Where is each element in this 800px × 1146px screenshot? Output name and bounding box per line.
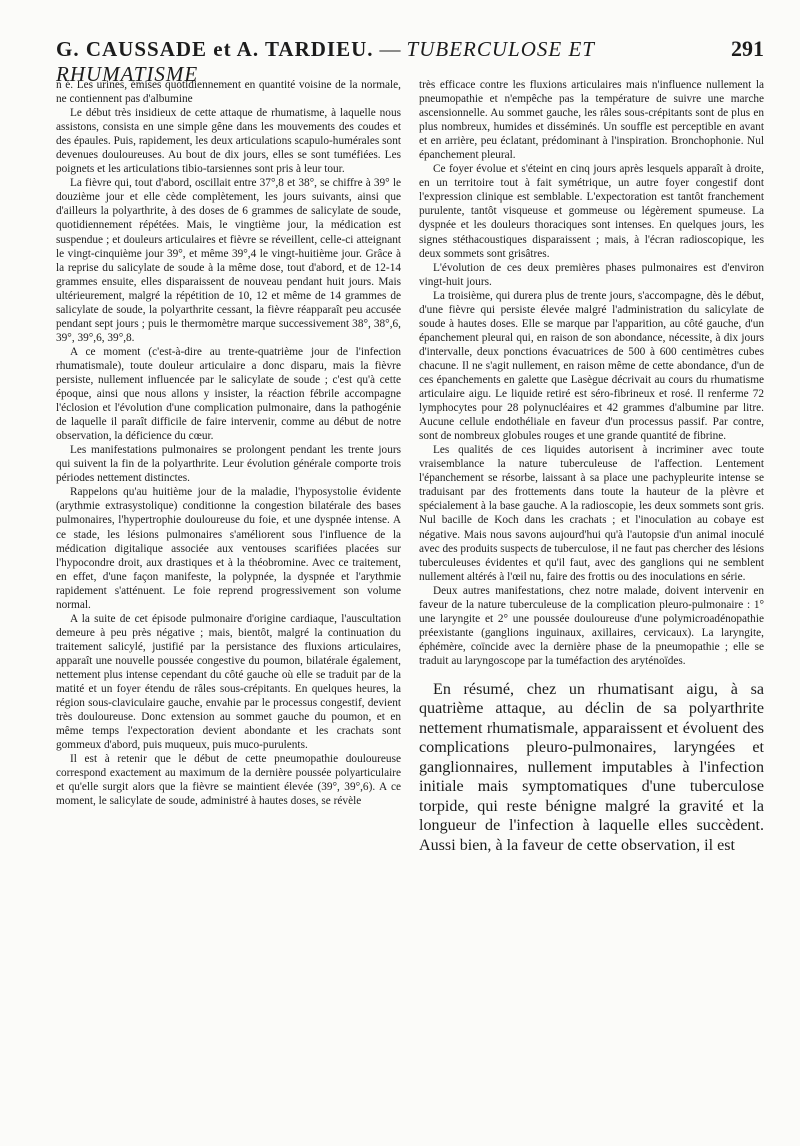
text-columns xyxy=(56,78,764,1132)
summary-paragraph: En résumé, chez un rhumatisant aigu, à sa quatrième attaque, au déclin de sa polyarthrite nettement rhumatismale, apparaissent et évoluent des complications pleuro-pulmonaires, laryngées et ganglionnaires, nullement imputables à l'infection initiale mais symptomatiques d'une tuberculose torpide, qui reste bénigne malgré la gravité et la longueur de l'infection à laquelle elles succèdent. Aussi bien, à la faveur de cette observation, il est xyxy=(419,680,764,854)
header-dash: — xyxy=(379,37,401,61)
header-title: TUBERCULOSE ET RHUMATISME xyxy=(56,37,595,86)
paragraph: La fièvre qui, tout d'abord, oscillait entre 37°,8 et 38°, se chiffre à 39° le douzième jour et elle cède complètement, les jours suivants, ainsi que d'ailleurs la polyarthrite, à des doses de 6 grammes de salicylate de soude, quotidiennement répétées. Mais, le vingtième jour, la médication est suspendue ; et douleurs articulaires et fièvre se réveillent, celle-ci atteignant le vingt-cinquième jour 39°, et même 39°,4 le vingt-huitième jour. Grâce à la reprise du salicylate de soude à la même dose, tout d'abord, et de 12-14 grammes ensuite, elles disparaissent de nouveau pendant huit jours. Mais ultérieurement, malgré la répétition de 10, 12 et même de 14 grammes de salicylate de soude, la polyarthrite cessant, la fièvre réapparaît peu accusée pendant sept jours ; puis le thermomètre marque successivement 38°, 38°,6, 39°, 39°,6, 39°,8. xyxy=(56,177,401,344)
paragraph: Les qualités de ces liquides autorisent à incriminer avec toute vraisemblance la nature tuberculeuse de l'affection. Lentement l'épanchement se résorbe, laissant à sa place une pachypleurite intense se traduisant par des frottements dans toute la hauteur de la plèvre et spécialement à la base gauche. A la radioscopie, les deux sommets sont gris. Nul bacille de Koch dans les crachats ; et l'inoculation au cobaye est négative. Mais nous savons aujourd'hui qu'à l'autopsie d'un animal inoculé avec des produits suspects de tuberculose, il ne faut pas chercher des lésions tuberculeuses évidentes et qu'il faut, avec des ganglions qui ne semblent nullement altérés à l'œil nu, faire des frottis ou des inoculations en série. xyxy=(419,444,764,583)
paragraph: Rappelons qu'au huitième jour de la maladie, l'hyposystolie évidente (arythmie extrasystolique) conditionne la congestion bilatérale des bases pulmonaires, l'hypertrophie douloureuse du foie, et une dyspnée intense. A ce stade, les lésions pulmonaires s'améliorent sous l'influence de la médication digitalique associée aux ventouses scarifiées placées sur l'hypocondre droit, aux drastiques et à la théobromine. Avec ce traitement, en effet, d'une façon manifeste, la polypnée, la dyspnée et l'arythmie rapidement s'atténuent. Le foie reprend progressivement son volume normal. xyxy=(56,486,401,611)
paragraph: A la suite de cet épisode pulmonaire d'origine cardiaque, l'auscultation demeure à peu près négative ; mais, bientôt, malgré la continuation du traitement salicylé, justifié par la persistance des fluxions articulaires, apparaît une nouvelle poussée congestive du poumon, bilatérale également, nettement plus intense cependant du côté gauche où elle se traduit par de la matité et un foyer étendu de râles sous-crépitants. En quelques heures, la région sous-claviculaire gauche, envahie par le processus congestif, devient très douloureuse. Donc extension au sommet gauche du poumon, et en même temps l'expectoration devient abondante et les crachats sont gommeux d'abord, puis muqueux, puis muco-purulents. xyxy=(56,612,401,752)
header-authors: G. CAUSSADE et A. TARDIEU. xyxy=(56,37,374,61)
paragraph: Il est à retenir que le début de cette pneumopathie douloureuse correspond exactement au maximum de la dernière poussée polyarticulaire et qu'elle surgit alors que la fièvre se maintient élevée (39°, 39°,6). A ce moment, le salicylate de soude, administré à hautes doses, se révèle xyxy=(56,753,401,808)
paragraph: Deux autres manifestations, chez notre malade, doivent intervenir en faveur de la nature tuberculeuse de la complication pleuro-pulmonaire : 1° une laryngite et 2° une poussée douloureuse d'une polymicroadénopathie préexistante (ganglions inguinaux, axillaires, cervicaux). La laryngite, éphémère, coïncide avec la dernière phase de la pneumopathie ; elle se traduit au laryngoscope par la tuméfaction des aryténoïdes. xyxy=(419,584,764,667)
paragraph: Ce foyer évolue et s'éteint en cinq jours après lesquels apparaît à droite, en un territoire tout à fait symétrique, un autre foyer congestif dont l'expression clinique est semblable. L'expectoration est tantôt franchement purulente, tantôt visqueuse et gommeuse ou légèrement spumeuse. La dyspnée et les douleurs thoraciques sont intenses. En quelques jours, les signes stéthacoustiques disparaissent ; mais, à l'écran radioscopique, les deux sommets sont grisâtres. xyxy=(419,163,764,260)
paragraph: L'évolution de ces deux premières phases pulmonaires est d'environ vingt-huit jours. xyxy=(419,261,764,288)
paragraph: Le début très insidieux de cette attaque de rhumatisme, à laquelle nous assistons, consista en une simple gêne dans les mouvements des coudes et des épaules. Puis, rapidement, les deux articulations scapulo-humérales sont devenues douloureuses. Au bout de dix jours, elles se sont tuméfiées. Les poignets et les articulations tibio-tarsiennes sont pris à leur tour. xyxy=(56,107,401,176)
paragraph: A ce moment (c'est-à-dire au trente-quatrième jour de l'infection rhumatismale), toute douleur articulaire a donc disparu, mais la fièvre persiste, nullement influencée par le salicylate de soude ; c'est qu'à cette époque, ainsi que nous allons y insister, la réaction fébrile accompagne l'éclosion et l'évolution d'une complication pulmonaire, dans la pathogénie de laquelle il paraît difficile de faire intervenir, comme au début de notre observation, la déficience du cœur. xyxy=(56,345,401,443)
page-number: 291 xyxy=(731,36,764,61)
left-column xyxy=(56,78,401,1132)
paragraph: très efficace contre les fluxions articulaires mais n'influence nullement la pneumopathie et n'empêche pas la température de suivre une marche ascensionnelle. Au sommet gauche, les râles sous-crépitants sont de plus en plus nombreux, humides et disséminés. Un souffle est perceptible en avant et en arrière, peu éclatant, prédominant à l'inspiration. Bronchophonie. Nul épanchement pleural. xyxy=(419,79,764,162)
paragraph: Les manifestations pulmonaires se prolongent pendant les trente jours qui suivent la fin de la polyarthrite. Leur évolution générale comporte trois périodes nettement distinctes. xyxy=(56,444,401,485)
right-column xyxy=(419,78,764,1132)
running-header xyxy=(56,36,764,86)
paragraph: n é. Les urines, émises quotidiennement en quantité voisine de la normale, ne contiennent pas d'albumine xyxy=(56,79,401,106)
paragraph: La troisième, qui durera plus de trente jours, s'accompagne, dès le début, d'une fièvre qui persiste élevée malgré l'administration du salicylate de soude à hautes doses. Elle se marque par l'apparition, au côté gauche, d'un épanchement pleural qui, en raison de son abondance, nécessite, à dix jours d'intervalle, deux ponctions évacuatrices de 500 à 600 centimètres cubes chacune. Il ne s'agit nullement, en raison même de cette abondance, d'un de ces épanchements en galette que Lasègue décrivait au cours du rhumatisme articulaire aigu. Le liquide retiré est séro-fibrineux et rosé. Il renferme 72 lymphocytes pour 28 polynucléaires et 42 grammes d'albumine par litre. Aucune cellule endothéliale en faveur d'un processus passif. Par contre, sont de nombreux globules rouges et une grande quantité de fibrine. xyxy=(419,289,764,443)
